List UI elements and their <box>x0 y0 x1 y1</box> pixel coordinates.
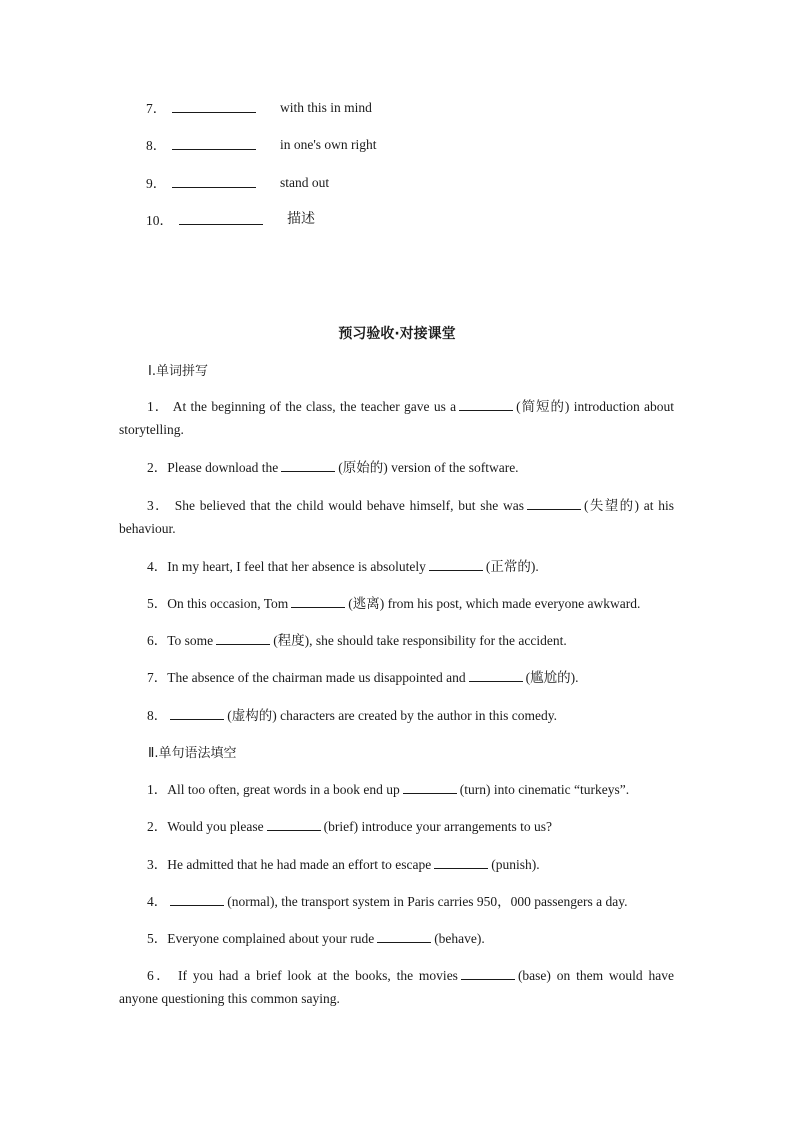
item-number: 6． <box>147 968 173 983</box>
answer-blank[interactable] <box>434 855 488 869</box>
answer-blank[interactable] <box>459 397 513 411</box>
item-number: 2． <box>147 460 168 475</box>
part1-item-1 <box>119 395 674 441</box>
section-title: 预习验收·对接课堂 <box>338 326 456 342</box>
answer-blank[interactable] <box>377 929 431 943</box>
item-text: (失望的) at his behaviour. <box>119 498 675 536</box>
part1-heading: Ⅰ.单词拼写 <box>148 364 208 379</box>
vocab-term: in one's own right <box>280 137 377 152</box>
item-text: (base) on them would have anyone questioning this common saying. <box>119 968 674 1006</box>
part1-item-2 <box>119 456 674 479</box>
vocab-term: stand out <box>280 175 330 190</box>
vocab-number: 10． <box>146 213 173 228</box>
answer-blank[interactable] <box>170 892 224 906</box>
item-number: 4． <box>147 894 168 909</box>
item-text: At the beginning of the class, the teacher gave us a <box>172 399 457 414</box>
item-text: (punish). <box>491 857 540 872</box>
answer-blank[interactable] <box>469 668 523 682</box>
answer-blank[interactable] <box>216 631 270 645</box>
vocab-item-9 <box>146 173 330 193</box>
vocab-number: 9． <box>146 176 167 191</box>
part1-item-6 <box>119 629 674 652</box>
item-text: (尴尬的). <box>525 670 579 685</box>
item-text: She believed that the child would behave himself, but she was <box>174 498 525 513</box>
item-number: 6． <box>147 633 168 648</box>
item-text: (简短的) introduction about storytelling. <box>119 399 674 437</box>
answer-blank[interactable] <box>267 817 321 831</box>
item-text: In my heart, I feel that her absence is absolutely <box>167 559 426 574</box>
part2-item-3 <box>119 853 674 876</box>
item-text: (虚构的) characters are created by the author in this comedy. <box>227 708 557 723</box>
item-text: (behave). <box>434 931 485 946</box>
item-number: 2． <box>147 819 168 834</box>
part1-item-8 <box>119 704 674 727</box>
item-text: To some <box>167 633 214 648</box>
part2-heading: Ⅱ.单句语法填空 <box>148 746 237 761</box>
item-text: (程度), she should take responsibility for the accident. <box>273 633 567 648</box>
item-text: (正常的). <box>485 559 539 574</box>
item-text: (原始的) version of the software. <box>338 460 519 475</box>
item-text: Would you please <box>167 819 264 834</box>
vocab-term: 描述 <box>287 212 315 227</box>
item-number: 7． <box>147 670 168 685</box>
item-text: (normal), the transport system in Paris carries 950，000 passengers a day. <box>227 894 628 909</box>
part2-item-2 <box>119 815 674 838</box>
item-number: 1． <box>147 782 168 797</box>
part2-item-4 <box>119 890 674 913</box>
part1-item-7 <box>119 666 674 689</box>
vocab-number: 7． <box>146 101 167 116</box>
item-text: On this occasion, Tom <box>167 596 289 611</box>
item-number: 3． <box>147 857 168 872</box>
answer-blank[interactable] <box>172 135 256 150</box>
answer-blank[interactable] <box>291 594 345 608</box>
item-text: (brief) introduce your arrangements to us? <box>323 819 552 834</box>
answer-blank[interactable] <box>461 966 515 980</box>
vocab-term: with this in mind <box>280 100 372 115</box>
item-number: 1． <box>147 399 170 414</box>
answer-blank[interactable] <box>403 780 457 794</box>
answer-blank[interactable] <box>429 557 483 571</box>
item-text: The absence of the chairman made us disappointed and <box>167 670 466 685</box>
item-number: 5． <box>147 596 168 611</box>
item-number: 4． <box>147 559 168 574</box>
item-text: Everyone complained about your rude <box>167 931 375 946</box>
part2-item-6 <box>119 964 674 1010</box>
answer-blank[interactable] <box>172 98 256 113</box>
item-text: (turn) into cinematic “turkeys”. <box>459 782 630 797</box>
answer-blank[interactable] <box>281 458 335 472</box>
item-text: (逃离) from his post, which made everyone awkward. <box>348 596 641 611</box>
vocab-item-8 <box>146 135 377 155</box>
item-text: He admitted that he had made an effort to escape <box>167 857 432 872</box>
item-number: 8． <box>147 708 168 723</box>
part1-item-5 <box>119 592 674 615</box>
part1-item-4 <box>119 555 674 578</box>
answer-blank[interactable] <box>172 173 256 188</box>
answer-blank[interactable] <box>527 496 581 510</box>
answer-blank[interactable] <box>170 706 224 720</box>
vocab-number: 8． <box>146 138 167 153</box>
part1-item-3 <box>119 494 674 540</box>
item-text: Please download the <box>167 460 279 475</box>
item-number: 3． <box>147 498 170 513</box>
part2-item-1 <box>119 778 674 801</box>
item-number: 5． <box>147 931 168 946</box>
part2-item-5 <box>119 927 674 950</box>
vocab-item-10 <box>146 210 315 230</box>
item-text: All too often, great words in a book end up <box>167 782 400 797</box>
answer-blank[interactable] <box>179 210 263 225</box>
item-text: If you had a brief look at the books, the movies <box>178 968 458 983</box>
vocab-item-7 <box>146 98 372 118</box>
